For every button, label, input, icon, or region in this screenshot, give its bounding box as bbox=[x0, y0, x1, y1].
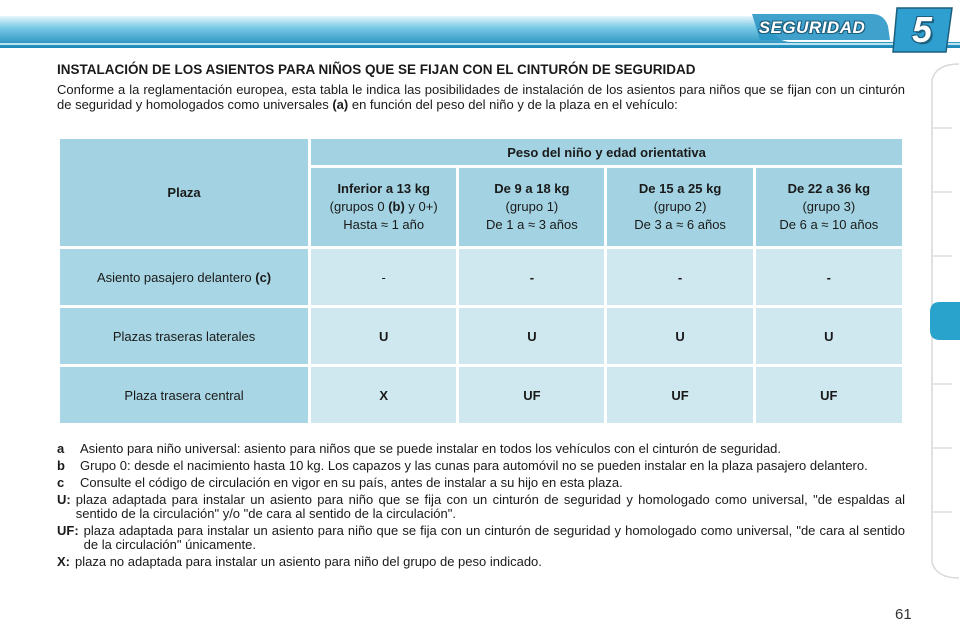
footnote: b Grupo 0: desde el nacimiento hasta 10 kg. Los capazos y las cunas para automóvil no se pueden instalar en la plaza pasajero delantero. bbox=[57, 458, 868, 473]
table-row bbox=[60, 308, 902, 364]
footnote: UF: plaza adaptada para instalar un asiento para niño que se fija con un cinturón de seguridad y homologado como universal, "de cara al sentido de la circulación" únicamente. bbox=[57, 523, 905, 552]
row-place: Plaza trasera central bbox=[60, 367, 308, 423]
table-cell: - bbox=[459, 249, 604, 305]
chapter-title: SEGURIDAD bbox=[758, 18, 866, 37]
group-subtitle: (grupo 2) bbox=[653, 199, 707, 214]
group-header bbox=[459, 168, 604, 246]
table-cell: - bbox=[756, 249, 902, 305]
intro-text-end: en función del peso del niño y de la plaza en el vehículo: bbox=[348, 97, 678, 112]
row-place: Asiento pasajero delantero (c) bbox=[60, 249, 308, 305]
intro-text: Conforme a la reglamentación europea, esta tabla le indica las posibilidades de instalación de los asientos para niños que se fijan con un cinturón de seguridad y homologados como universales bbox=[57, 82, 905, 112]
table-cell: U bbox=[756, 308, 902, 364]
page-number: 61 bbox=[895, 606, 912, 623]
footnote: a Asiento para niño universal: asiento para niños que se puede instalar en todos los vehículos con el cinturón de seguridad. bbox=[57, 441, 782, 456]
table-cell: UF bbox=[756, 367, 902, 423]
group-subtitle: (grupos 0 (b) y 0+) bbox=[329, 199, 438, 214]
place-header: Plaza bbox=[60, 139, 308, 246]
group-header bbox=[607, 168, 752, 246]
table-cell: U bbox=[459, 308, 604, 364]
group-age: De 1 a ≈ 3 años bbox=[486, 217, 578, 232]
table-cell: X bbox=[311, 367, 456, 423]
group-header bbox=[756, 168, 902, 246]
weight-header: Peso del niño y edad orientativa bbox=[311, 139, 902, 165]
chapter-tabs bbox=[926, 62, 960, 582]
group-subtitle: (grupo 1) bbox=[505, 199, 559, 214]
footnotes bbox=[57, 442, 905, 572]
group-age: De 6 a ≈ 10 años bbox=[779, 217, 879, 232]
intro-ref-a: (a) bbox=[332, 97, 349, 112]
group-header bbox=[311, 168, 456, 246]
table-row bbox=[60, 367, 902, 423]
group-age: De 3 a ≈ 6 años bbox=[634, 217, 726, 232]
intro-paragraph bbox=[57, 82, 905, 112]
group-title: De 15 a 25 kg bbox=[638, 181, 722, 196]
table-cell: - bbox=[607, 249, 752, 305]
group-title: Inferior a 13 kg bbox=[337, 181, 430, 196]
chapter-number: 5 bbox=[911, 9, 933, 50]
group-subtitle: (grupo 3) bbox=[802, 199, 856, 214]
footnote: c Consulte el código de circulación en vigor en su país, antes de instalar a su hijo en esta plaza. bbox=[57, 475, 623, 490]
seat-compatibility-table bbox=[57, 136, 905, 426]
table-cell: U bbox=[607, 308, 752, 364]
row-place: Plazas traseras laterales bbox=[60, 308, 308, 364]
group-age: Hasta ≈ 1 año bbox=[343, 217, 425, 232]
group-title: De 22 a 36 kg bbox=[787, 181, 871, 196]
table-cell: - bbox=[311, 249, 456, 305]
page-title: INSTALACIÓN DE LOS ASIENTOS PARA NIÑOS QUE SE FIJAN CON EL CINTURÓN DE SEGURIDAD bbox=[57, 62, 696, 77]
table-cell: UF bbox=[459, 367, 604, 423]
footnote: U: plaza adaptada para instalar un asiento para niño que se fija con un cinturón de seguridad y homologado como universal, "de espaldas al sentido de la circulación" y/o "de cara al sentido de la circulación". bbox=[57, 492, 905, 521]
group-title: De 9 a 18 kg bbox=[494, 181, 570, 196]
table-row bbox=[60, 249, 902, 305]
table-cell: UF bbox=[607, 367, 752, 423]
table-cell: U bbox=[311, 308, 456, 364]
footnote: X: plaza no adaptada para instalar un asiento para niño del grupo de peso indicado. bbox=[57, 554, 542, 569]
